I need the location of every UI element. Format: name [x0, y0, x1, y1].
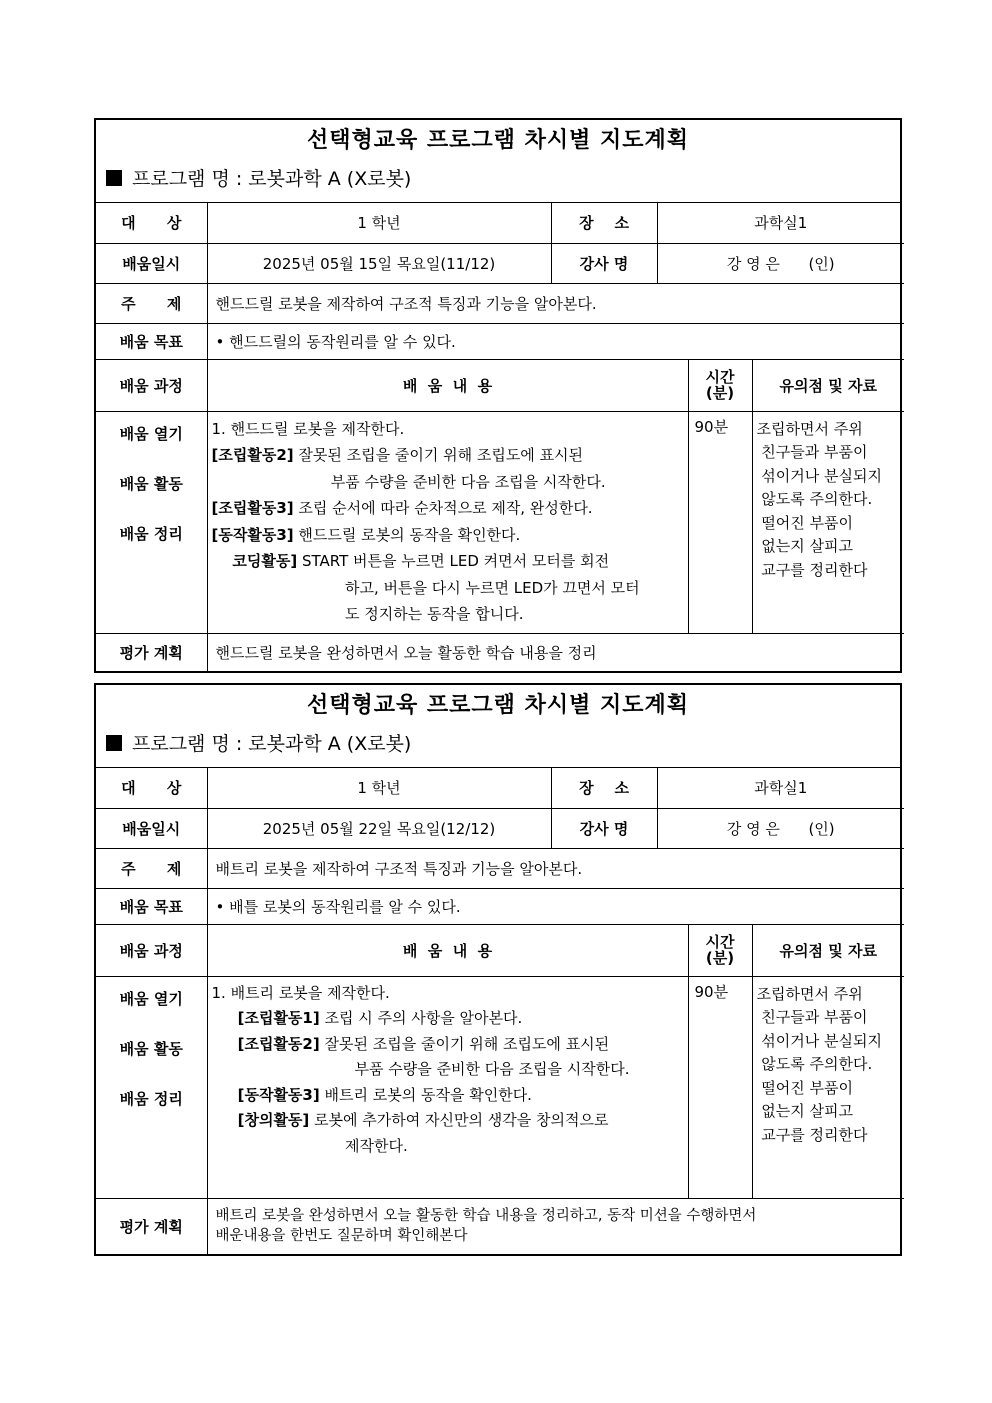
process-stages: [96, 411, 207, 633]
lesson-content: [207, 411, 688, 633]
eval-label: 평가 계획: [96, 1198, 207, 1254]
place-value: 과학실1: [657, 203, 904, 243]
process-stages: [96, 976, 207, 1198]
notes-value: 조립하면서 주위 친구들과 부품이 섞이거나 분실되지 않도록 주의한다. 떨어진 부품이 없는지 살피고 교구를 정리한다: [752, 976, 904, 1198]
content-line: [조립활동3] 조립 순서에 따라 순차적으로 제작, 완성한다.: [211, 499, 593, 517]
lesson-plan-2: [94, 683, 902, 1256]
date-value: 2025년 05월 15일 목요일(11/12): [207, 243, 551, 283]
content-line: 도 정지하는 동작을 합니다.: [211, 605, 524, 623]
stage-activity: 배움 활동: [119, 474, 183, 493]
stage-closing: 배움 정리: [119, 524, 183, 543]
content-line: 부품 수량을 준비한 다음 조립을 시작한다.: [211, 472, 606, 491]
target-value: 1 학년: [207, 203, 551, 243]
content-line: 코딩활동] START 버튼을 누르면 LED 켜면서 모터를 회전: [211, 552, 610, 570]
stage-opening: 배움 열기: [119, 989, 183, 1008]
stage-opening: 배움 열기: [119, 424, 183, 443]
square-bullet-icon: [106, 735, 122, 751]
plan-title: 선택형교육 프로그램 차시별 지도계획: [306, 128, 689, 153]
content-line: [조립활동2] 잘못된 조립을 줄이기 위해 조립도에 표시된: [211, 446, 584, 464]
date-label: 배움일시: [96, 808, 207, 848]
goal-value: • 배틀 로봇의 동작원리를 알 수 있다.: [207, 888, 904, 924]
content-line: [동작활동3] 핸드드릴 로봇의 동작을 확인한다.: [211, 525, 521, 544]
place-value: 과학실1: [657, 768, 904, 808]
plan-table: [96, 203, 904, 671]
process-label: 배움 과정: [96, 359, 207, 411]
content-line: [창의활동] 로봇에 추가하여 자신만의 생각을 창의적으로: [211, 1111, 609, 1129]
content-line: 1. 배트리 로봇을 제작한다.: [211, 983, 390, 1002]
content-label: 배 움 내 용: [207, 359, 688, 411]
place-label: 장 소: [551, 768, 657, 808]
content-line: 하고, 버튼을 다시 누르면 LED가 끄면서 모터: [211, 578, 640, 597]
lesson-plan-1: [94, 118, 902, 673]
goal-label: 배움 목표: [96, 888, 207, 924]
teacher-value: 강 영 은 (인): [657, 808, 904, 848]
target-label: 대 상: [96, 768, 207, 808]
plan-table: [96, 768, 904, 1254]
teacher-label: 강사 명: [551, 808, 657, 848]
plan-title: 선택형교육 프로그램 차시별 지도계획: [306, 693, 689, 718]
topic-label: 주 제: [96, 848, 207, 888]
teacher-label: 강사 명: [551, 243, 657, 283]
stage-activity: 배움 활동: [119, 1039, 183, 1058]
time-label: 시간 (분): [688, 359, 752, 411]
eval-value: 배트리 로봇을 완성하면서 오늘 활동한 학습 내용을 정리하고, 동작 미션을 수행하면서 배운내용을 한번도 질문하며 확인해본다: [207, 1198, 904, 1254]
topic-value: 배트리 로봇을 제작하여 구조적 특징과 기능을 알아본다.: [207, 848, 904, 888]
goal-label: 배움 목표: [96, 323, 207, 359]
teacher-value: 강 영 은 (인): [657, 243, 904, 283]
time-label: 시간 (분): [688, 924, 752, 976]
date-value: 2025년 05월 22일 목요일(12/12): [207, 808, 551, 848]
goal-value: • 핸드드릴의 동작원리를 알 수 있다.: [207, 323, 904, 359]
square-bullet-icon: [106, 170, 122, 186]
time-value: 90분: [688, 976, 752, 1198]
date-label: 배움일시: [96, 243, 207, 283]
place-label: 장 소: [551, 203, 657, 243]
topic-label: 주 제: [96, 283, 207, 323]
notes-label: 유의점 및 자료: [752, 924, 904, 976]
eval-value: 핸드드릴 로봇을 완성하면서 오늘 활동한 학습 내용을 정리: [207, 633, 904, 671]
notes-label: 유의점 및 자료: [752, 359, 904, 411]
time-value: 90분: [688, 411, 752, 633]
stage-closing: 배움 정리: [119, 1089, 183, 1108]
target-label: 대 상: [96, 203, 207, 243]
content-line: 1. 핸드드릴 로봇을 제작한다.: [211, 419, 405, 438]
program-name: 프로그램 명 : 로봇과학 A (X로봇): [96, 727, 900, 768]
program-name: 프로그램 명 : 로봇과학 A (X로봇): [96, 162, 900, 203]
topic-value: 핸드드릴 로봇을 제작하여 구조적 특징과 기능을 알아본다.: [207, 283, 904, 323]
content-line: 제작한다.: [211, 1136, 408, 1155]
content-line: 부품 수량을 준비한 다음 조립을 시작한다.: [211, 1060, 630, 1078]
content-line: [조립활동2] 잘못된 조립을 줄이기 위해 조립도에 표시된: [211, 1034, 610, 1053]
target-value: 1 학년: [207, 768, 551, 808]
content-label: 배 움 내 용: [207, 924, 688, 976]
notes-value: 조립하면서 주위 친구들과 부품이 섞이거나 분실되지 않도록 주의한다. 떨어진 부품이 없는지 살피고 교구를 정리한다: [752, 411, 904, 633]
lesson-content: [207, 976, 688, 1198]
content-line: [조립활동1] 조립 시 주의 사항을 알아본다.: [211, 1009, 523, 1027]
eval-label: 평가 계획: [96, 633, 207, 671]
process-label: 배움 과정: [96, 924, 207, 976]
content-line: [동작활동3] 배트리 로봇의 동작을 확인한다.: [211, 1085, 532, 1104]
